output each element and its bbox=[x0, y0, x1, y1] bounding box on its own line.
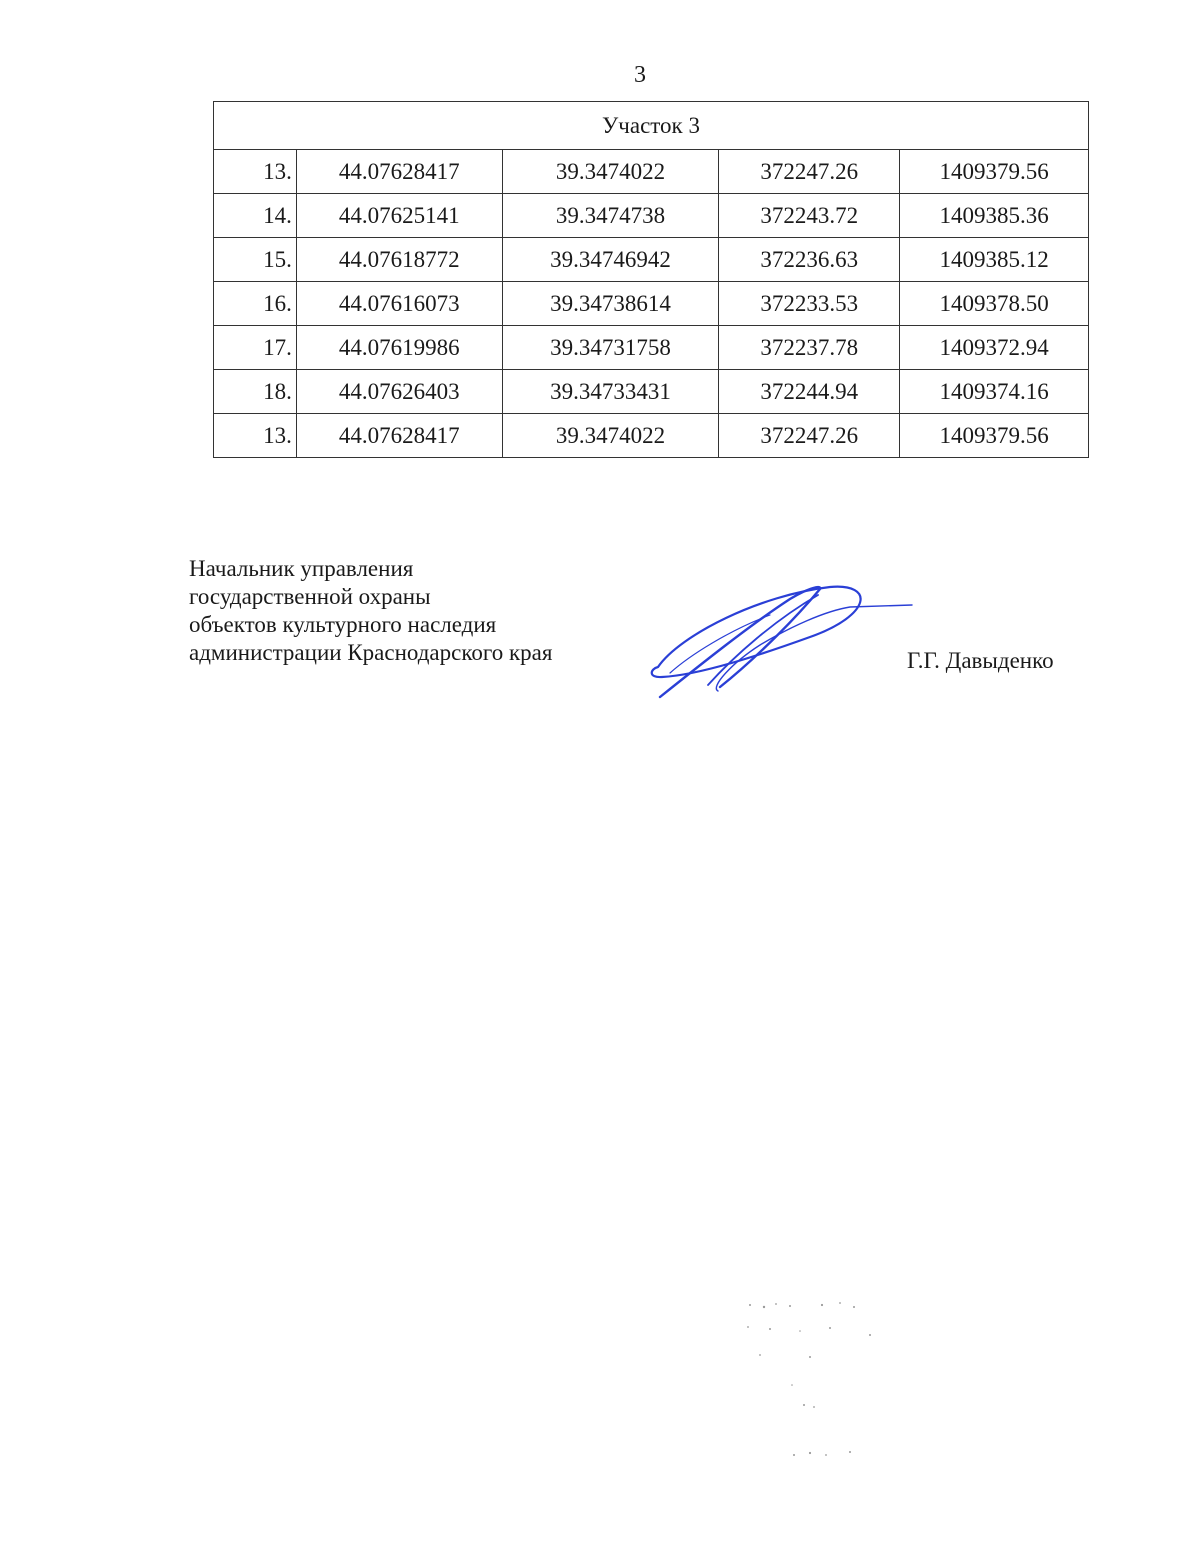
y-coordinate-cell: 1409374.16 bbox=[900, 370, 1089, 414]
point-number: 13. bbox=[214, 150, 297, 194]
signatory-title bbox=[189, 555, 552, 667]
point-number: 15. bbox=[214, 238, 297, 282]
latitude-cell: 44.07618772 bbox=[296, 238, 502, 282]
point-number: 16. bbox=[214, 282, 297, 326]
y-coordinate-cell: 1409385.36 bbox=[900, 194, 1089, 238]
x-coordinate-cell: 372247.26 bbox=[719, 150, 900, 194]
longitude-cell: 39.34733431 bbox=[502, 370, 719, 414]
coordinates-table bbox=[213, 101, 1089, 458]
x-coordinate-cell: 372243.72 bbox=[719, 194, 900, 238]
longitude-cell: 39.34746942 bbox=[502, 238, 719, 282]
point-number: 17. bbox=[214, 326, 297, 370]
latitude-cell: 44.07626403 bbox=[296, 370, 502, 414]
table-row bbox=[214, 370, 1089, 414]
signatory-title-line: администрации Краснодарского края bbox=[189, 640, 553, 665]
point-number: 18. bbox=[214, 370, 297, 414]
x-coordinate-cell: 372244.94 bbox=[719, 370, 900, 414]
table-row bbox=[214, 282, 1089, 326]
x-coordinate-cell: 372233.53 bbox=[719, 282, 900, 326]
longitude-cell: 39.3474738 bbox=[502, 194, 719, 238]
longitude-cell: 39.34738614 bbox=[502, 282, 719, 326]
y-coordinate-cell: 1409379.56 bbox=[900, 414, 1089, 458]
longitude-cell: 39.3474022 bbox=[502, 414, 719, 458]
page-number: 3 bbox=[634, 62, 646, 88]
section-title: Участок 3 bbox=[214, 102, 1089, 150]
signatory-title-line: объектов культурного наследия bbox=[189, 612, 497, 637]
latitude-cell: 44.07628417 bbox=[296, 150, 502, 194]
handwritten-signature bbox=[640, 575, 920, 705]
table-row bbox=[214, 326, 1089, 370]
latitude-cell: 44.07625141 bbox=[296, 194, 502, 238]
y-coordinate-cell: 1409378.50 bbox=[900, 282, 1089, 326]
signer-name: Г.Г. Давыденко bbox=[907, 648, 1054, 673]
longitude-cell: 39.3474022 bbox=[502, 150, 719, 194]
y-coordinate-cell: 1409379.56 bbox=[900, 150, 1089, 194]
x-coordinate-cell: 372247.26 bbox=[719, 414, 900, 458]
latitude-cell: 44.07619986 bbox=[296, 326, 502, 370]
latitude-cell: 44.07616073 bbox=[296, 282, 502, 326]
table-row bbox=[214, 194, 1089, 238]
y-coordinate-cell: 1409372.94 bbox=[900, 326, 1089, 370]
latitude-cell: 44.07628417 bbox=[296, 414, 502, 458]
section-header-row bbox=[214, 102, 1089, 150]
longitude-cell: 39.34731758 bbox=[502, 326, 719, 370]
signatory-title-line: государственной охраны bbox=[189, 584, 431, 609]
table-row bbox=[214, 414, 1089, 458]
table-row bbox=[214, 238, 1089, 282]
scan-noise-marks bbox=[730, 1295, 900, 1465]
y-coordinate-cell: 1409385.12 bbox=[900, 238, 1089, 282]
signatory-title-line: Начальник управления bbox=[189, 556, 414, 581]
x-coordinate-cell: 372237.78 bbox=[719, 326, 900, 370]
point-number: 13. bbox=[214, 414, 297, 458]
point-number: 14. bbox=[214, 194, 297, 238]
table-row bbox=[214, 150, 1089, 194]
x-coordinate-cell: 372236.63 bbox=[719, 238, 900, 282]
